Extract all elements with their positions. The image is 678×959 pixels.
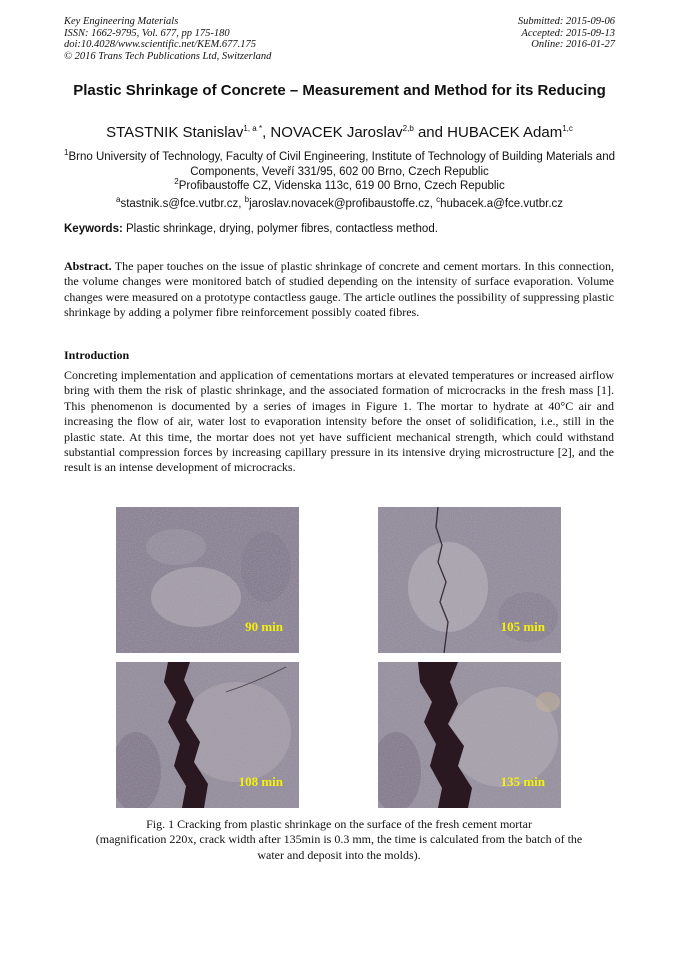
email-link[interactable]: jaroslav.novacek@profibaustoffe.cz <box>249 198 430 210</box>
caption-line-1: Fig. 1 Cracking from plastic shrinkage on the surface of the fresh cement mortar <box>146 817 532 831</box>
abstract-text: The paper touches on the issue of plastic shrinkage of concrete and cement mortars. In this connection, the volume changes were monitored batch of studied depending on the intensity of surface evaporation. Volume changes were measured on a prototype contactless gauge. The article outlines the possibility of suppressing plastic shrinkage by adding a polymer fibre reinforcement possibly coated fibres. <box>64 259 614 320</box>
affiliation-2 <box>64 179 615 194</box>
introduction-heading: Introduction <box>64 348 130 362</box>
accepted-date: Accepted: 2015-09-13 <box>521 27 615 39</box>
online-date: Online: 2016-01-27 <box>531 39 615 51</box>
figure-photo-90min <box>116 507 299 653</box>
keywords-label: Keywords: <box>64 223 123 235</box>
keywords <box>64 222 615 236</box>
author-sup: 2,b <box>402 124 414 133</box>
email-link[interactable]: stastnik.s@fce.vutbr.cz <box>120 198 239 210</box>
email-link[interactable]: hubacek.a@fce.vutbr.cz <box>440 198 564 210</box>
affiliations <box>64 150 615 194</box>
author-separator: and <box>413 124 448 141</box>
figure-caption <box>64 817 614 863</box>
affiliation-text: Brno University of Technology, Faculty of Civil Engineering, Institute of Technology of Building Materials and Components, Veveří 331/95, 602 00 Brno, Czech Republic <box>68 151 615 178</box>
journal-name: Key Engineering Materials <box>64 16 179 27</box>
author-sup: 1,c <box>562 124 573 133</box>
photo-time-label: 105 min <box>500 619 545 634</box>
submitted-date: Submitted: 2015-09-06 <box>517 16 615 27</box>
figure-photo-105min <box>378 507 561 653</box>
paper-title: Plastic Shrinkage of Concrete – Measurement and Method for its Reducing <box>73 82 606 99</box>
figure-photo-135min <box>378 662 561 808</box>
introduction-text: Concreting implementation and application of cementations mortars at elevated temperatures or increased airflow bring with them the risk of plastic shrinkage, and the associated formation of microcracks in the fresh mass [1]. This phenomenon is documented by a series of images in Figure 1. The mortar to hydrate at 40°C air and increasing the flow of air, water lost to evaporation intensity before the onset of solidification, i.e., still in the plastic state. At this time, the mortar does not yet have sufficient mechanical strength, which could withstand substantial compression forces by increasing capillary pressure in its intensive drying microstructure [2], and the result is an intense development of microcracks. <box>64 368 614 475</box>
dates-info <box>518 16 615 51</box>
author-separator: , <box>262 124 271 141</box>
journal-doi: doi:10.4028/www.scientific.net/KEM.677.175 <box>64 39 256 51</box>
journal-info <box>64 16 271 62</box>
keywords-text: Plastic shrinkage, drying, polymer fibres, contactless method. <box>122 223 438 235</box>
photo-time-label: 135 min <box>500 774 545 789</box>
email-sup: a <box>115 195 121 205</box>
caption-line-2: (magnification 220x, crack width after 135min is 0.3 mm, the time is calculated from the batch of the water and deposit into the molds). <box>95 832 583 862</box>
affiliation-text: Profibaustoffe CZ, Videnska 113c, 619 00 Brno, Czech Republic <box>178 180 505 192</box>
author-name: STASTNIK Stanislav <box>106 124 244 141</box>
author-name: NOVACEK Jaroslav <box>270 124 403 141</box>
abstract-label: Abstract. <box>64 259 112 273</box>
photo-time-label: 90 min <box>245 619 283 634</box>
author-name: HUBACEK Adam <box>447 124 563 141</box>
email-sup: b <box>244 195 250 205</box>
authors-line <box>64 124 615 142</box>
journal-issn: ISSN: 1662-9795, Vol. 677, pp 175-180 <box>64 27 230 39</box>
email-sup: c <box>436 195 441 205</box>
affiliation-sup: 2 <box>174 177 179 187</box>
journal-copyright: © 2016 Trans Tech Publications Ltd, Switzerland <box>64 50 272 62</box>
affiliation-sup: 1 <box>64 148 69 158</box>
emails-line: $^a$stastnik.s@fce.vutbr.cz, $^b$jaroslav.novacek@profibaustoffe.cz, $^c$hubacek.a@fce.vutbr.cz <box>115 195 564 210</box>
author-sup: 1, a * <box>243 124 263 133</box>
abstract <box>64 259 614 321</box>
affiliation-1 <box>64 150 615 179</box>
photo-time-label: 108 min <box>238 774 283 789</box>
figure-photo-108min <box>116 662 299 808</box>
